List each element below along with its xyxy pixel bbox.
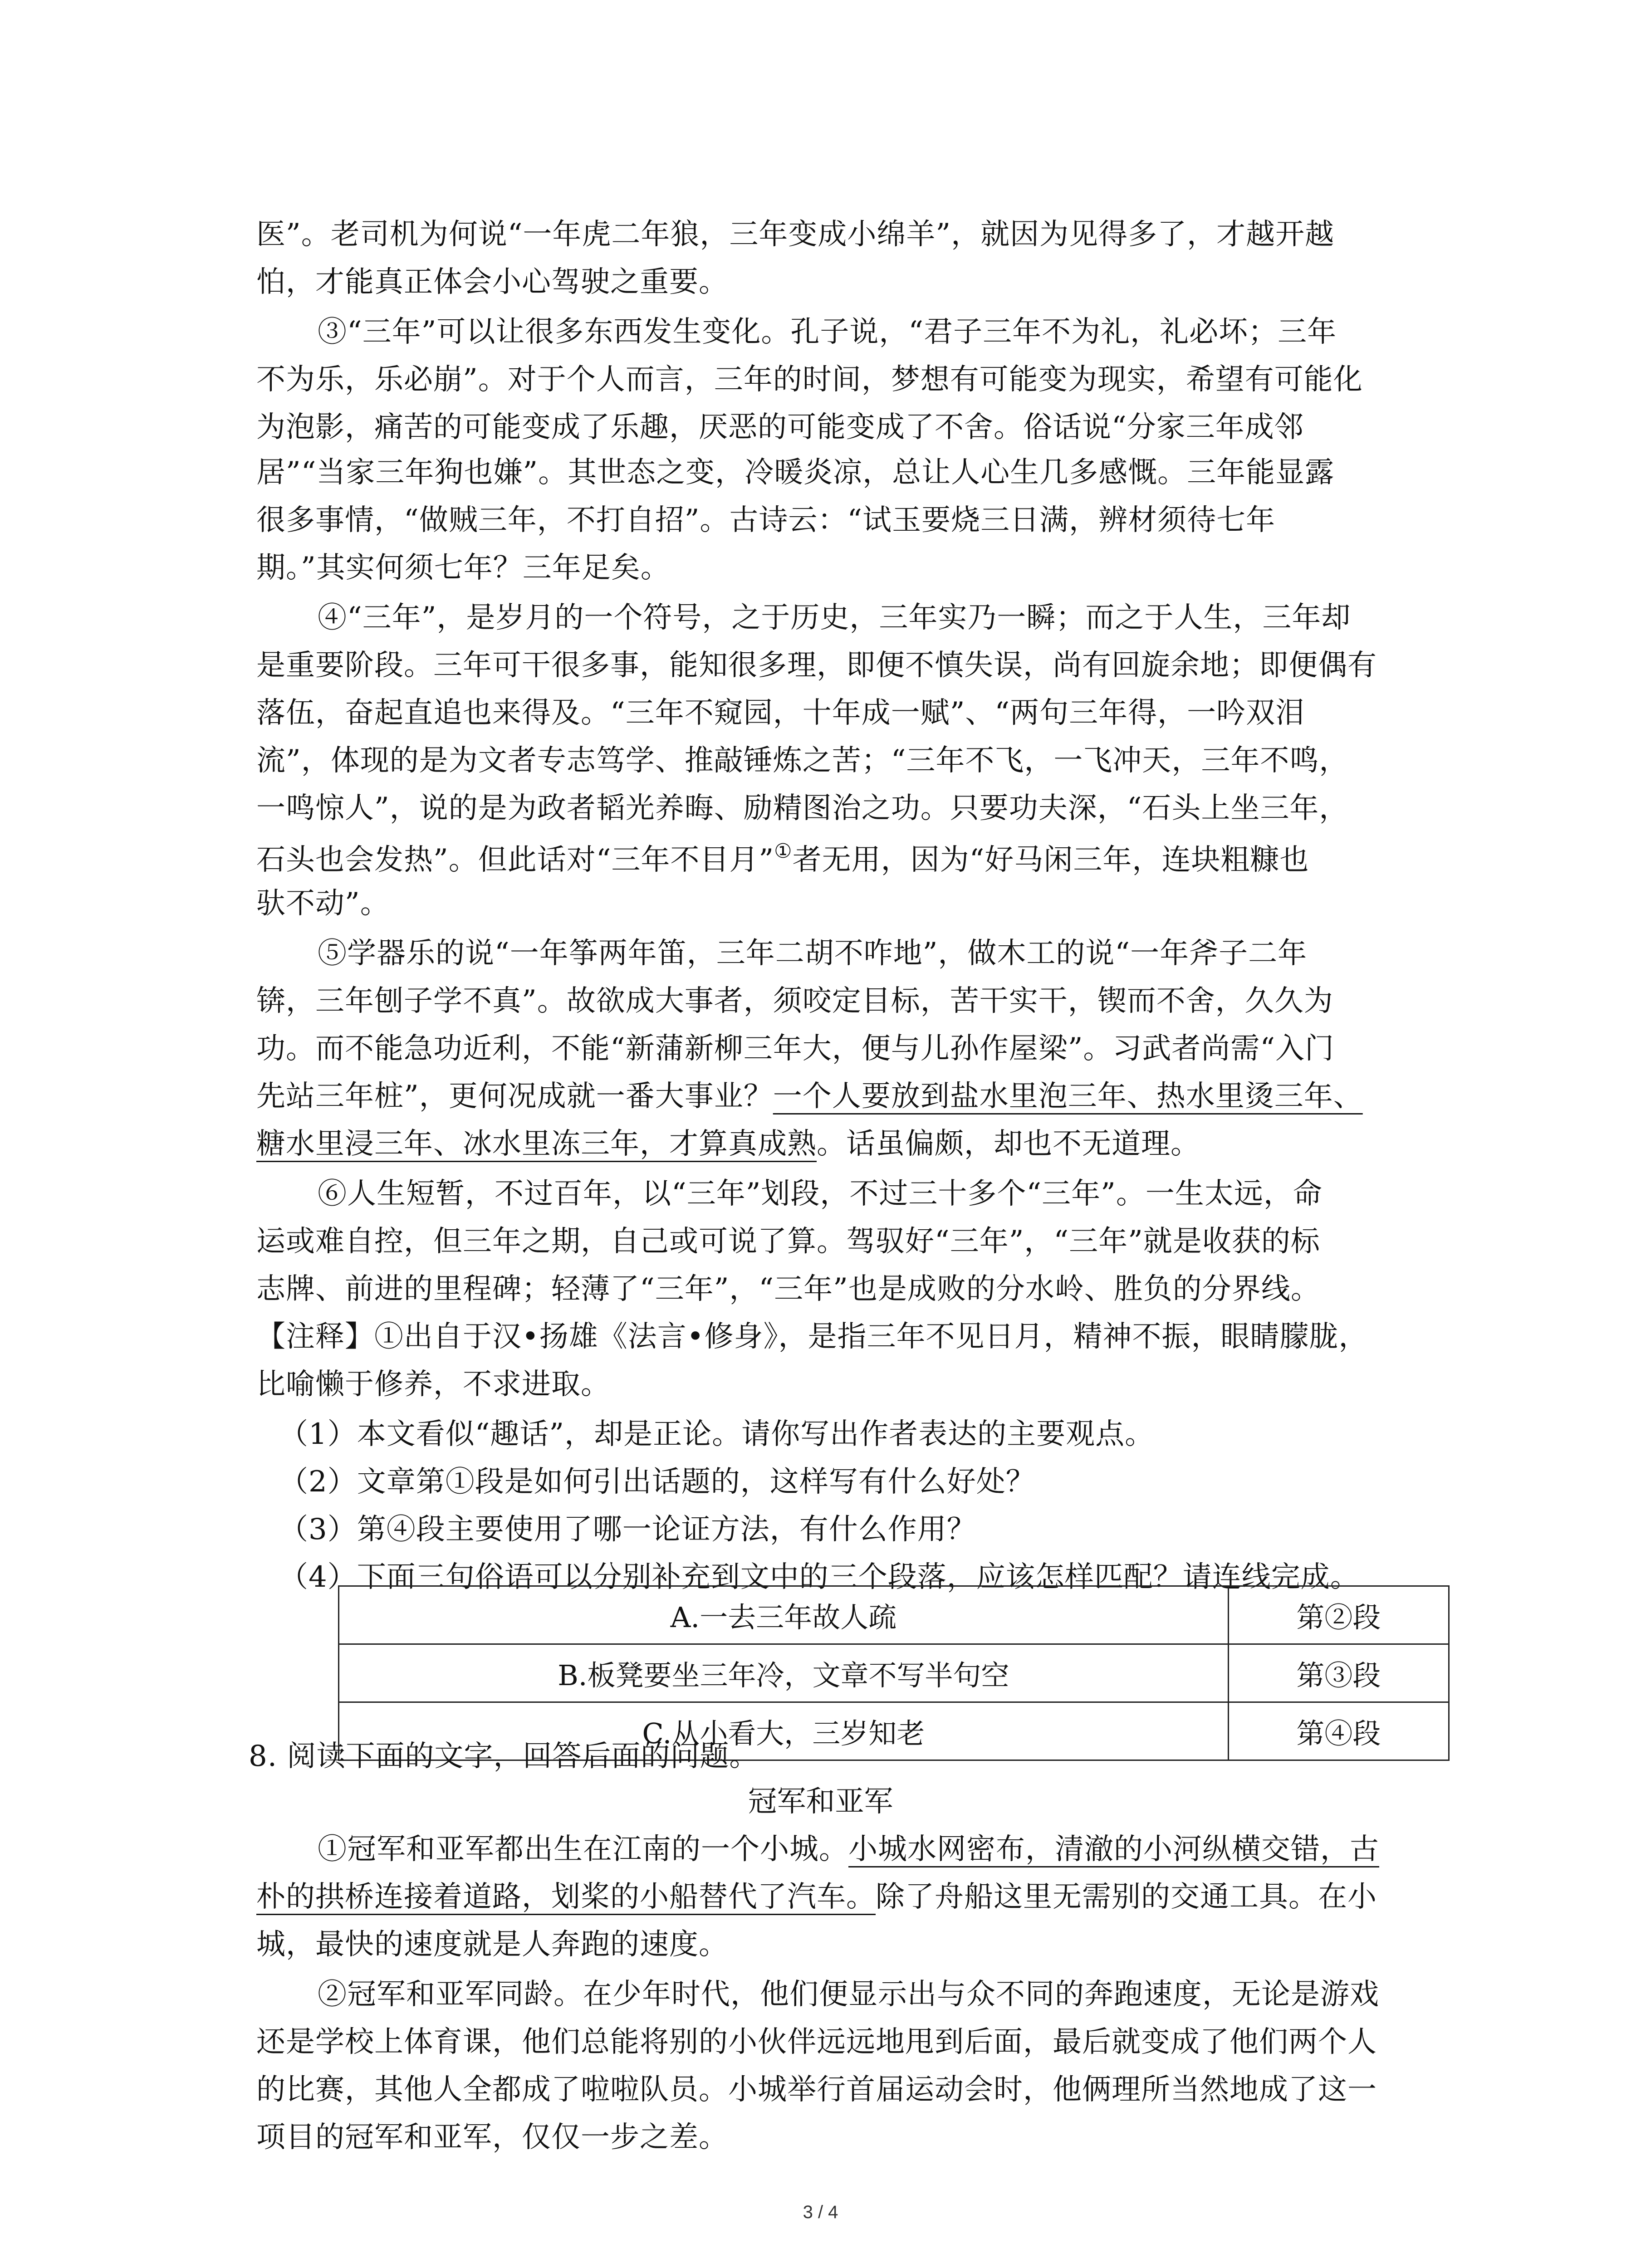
paragraph-1-line: [318, 1835, 1379, 1864]
page-number: 3 / 4: [803, 2202, 838, 2222]
text-line: 的比赛，其他人全都成了啦啦队员。小城举行首届运动会时，他俩理所当然地成了这一: [256, 2073, 1377, 2107]
question-1: （1）本文看似“趣话”，却是正论。请你写出作者表达的主要观点。: [279, 1418, 1155, 1451]
text-line: 是重要阶段。三年可干很多事，能知很多理，即便不慎失误，尚有回旋余地；即便偶有: [256, 649, 1377, 682]
text-segment: 先站三年桩”，更何况成就一番大事业？: [256, 1080, 773, 1113]
text-segment: 石头也会发热”。但此话对“三年不目月”: [256, 843, 774, 877]
text-line: [256, 1082, 1363, 1111]
question-8-prompt: 8. 阅读下面的文字，回答后面的问题。: [249, 1740, 759, 1773]
text-line: 很多事情，“做贼三年，不打自招”。古诗云：“试玉要烧三日满，辨材须待七年: [256, 503, 1276, 537]
underlined-sentence: 小城水网密布，清澈的小河纵横交错，古: [848, 1833, 1379, 1866]
text-line: [256, 1880, 1377, 1914]
footnote: 【注释】①出自于汉•扬雄《法言•修身》，是指三年不见日月，精神不振，眼睛朦胧，: [256, 1320, 1368, 1354]
text-line: 一鸣惊人”，说的是为政者韬光养晦、励精图治之功。只要功夫深，“石头上坐三年，: [256, 792, 1349, 825]
text-segment: 除了舟船这里无需别的交通工具。在小: [876, 1880, 1377, 1914]
paragraph-target: 第②段: [1228, 1586, 1449, 1644]
text-line: 锛，三年刨子学不真”。故欲成大事者，须咬定目标，苦干实干，锲而不舍，久久为: [256, 984, 1333, 1018]
question-3: （3）第④段主要使用了哪一论证方法，有什么作用？: [279, 1513, 976, 1546]
text-line: 运或难自控，但三年之期，自己或可说了算。驾驭好“三年”，“三年”就是收获的标: [256, 1225, 1320, 1258]
question-2: （2）文章第①段是如何引出话题的，这样写有什么好处？: [279, 1465, 1035, 1499]
text-line: 不为乐，乐必崩”。对于个人而言，三年的时间，梦想有可能变为现实，希望有可能化: [256, 363, 1363, 396]
text-line: 居”“当家三年狗也嫌”。其世态之变，冷暖炎凉，总让人心生几多感慨。三年能显露: [256, 456, 1335, 489]
text-line: 落伍，奋起直追也来得及。“三年不窥园，十年成一赋”、“两句三年得，一吟双泪: [256, 696, 1305, 730]
text-line: 期。”其实何须七年？三年足矣。: [256, 551, 670, 585]
text-line: 医”。老司机为何说“一年虎二年狼，三年变成小绵羊”，就因为见得多了，才越开越: [256, 218, 1335, 251]
paragraph-5-line: ⑤学器乐的说“一年筝两年笛，三年二胡不咋地”，做木工的说“一年斧子二年: [318, 937, 1308, 970]
paragraph-target: 第③段: [1228, 1644, 1449, 1702]
underlined-sentence: 朴的拱桥连接着道路，划桨的小船替代了汽车。: [256, 1880, 876, 1914]
text-line: [256, 841, 1309, 875]
paragraph-2-line: ②冠军和亚军同龄。在少年时代，他们便显示出与众不同的奔跑速度，无论是游戏: [318, 1978, 1379, 2011]
text-line: 功。而不能急功近利，不能“新蒲新柳三年大，便与儿孙作屋梁”。习武者尚需“入门: [256, 1032, 1335, 1066]
text-line: 为泡影，痛苦的可能变成了乐趣，厌恶的可能变成了不舍。俗话说“分家三年成邻: [256, 411, 1304, 444]
proverb-option: C.从小看大，三岁知老: [339, 1702, 1229, 1760]
text-line: 驮不动”。: [256, 887, 390, 920]
text-line: 流”，体现的是为文者专志笃学、推敲锤炼之苦；“三年不飞，一飞冲天，三年不鸣，: [256, 744, 1349, 777]
paragraph-4-line: ④“三年”，是岁月的一个符号，之于历史，三年实乃一瞬；而之于人生，三年却: [318, 601, 1351, 635]
text-line: 项目的冠军和亚军，仅仅一步之差。: [256, 2121, 728, 2154]
text-line: 志牌、前进的里程碑；轻薄了“三年”，“三年”也是成败的分水岭、胜负的分界线。: [256, 1272, 1320, 1306]
text-line: 城，最快的速度就是人奔跑的速度。: [256, 1928, 728, 1961]
footnote: 比喻懒于修养，不求进取。: [256, 1368, 610, 1401]
proverb-option: B.板凳要坐三年冷，文章不写半句空: [339, 1644, 1229, 1702]
paragraph-6-line: ⑥人生短暂，不过百年，以“三年”划段，不过三十多个“三年”。一生太远，命: [318, 1177, 1323, 1211]
text-segment: ①冠军和亚军都出生在江南的一个小城。: [318, 1833, 848, 1866]
question-4: （4）下面三句俗语可以分别补充到文中的三个段落，应该怎样匹配？请连线完成。: [279, 1560, 1360, 1594]
underlined-sentence: 糖水里浸三年、冰水里冻三年，才算真成熟: [256, 1127, 817, 1161]
text-segment: 。话虽偏颇，却也不无道理。: [817, 1127, 1200, 1161]
paragraph-target: 第④段: [1228, 1702, 1449, 1760]
passage-title: 冠军和亚军: [748, 1785, 893, 1818]
paragraph-3-line: ③“三年”可以让很多东西发生变化。孔子说，“君子三年不为礼，礼必坏；三年: [318, 315, 1337, 349]
text-segment: 者无用，因为“好马闲三年，连块粗糠也: [792, 843, 1309, 877]
table-row: [339, 1644, 1449, 1702]
matching-table: [338, 1585, 1450, 1761]
underlined-sentence: 一个人要放到盐水里泡三年、热水里烫三年、: [773, 1080, 1363, 1113]
text-line: 还是学校上体育课，他们总能将别的小伙伴远远地甩到后面，最后就变成了他们两个人: [256, 2025, 1377, 2059]
text-line: [256, 1127, 1200, 1161]
text-line: 怕，才能真正体会小心驾驶之重要。: [256, 265, 728, 299]
table-row: [339, 1586, 1449, 1644]
footnote-marker: ①: [774, 840, 793, 863]
proverb-option: A.一去三年故人疏: [339, 1586, 1229, 1644]
